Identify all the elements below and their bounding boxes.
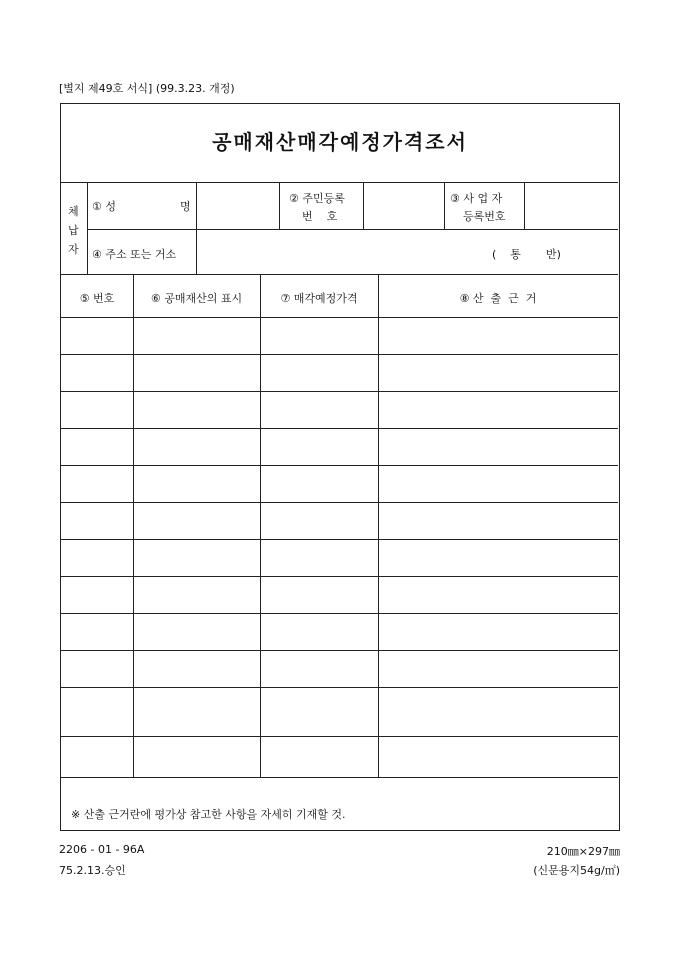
paper-size: 210㎜×297㎜ (546, 845, 620, 858)
table-row-divider (61, 539, 618, 540)
instruction-note: ※ 산출 근거란에 평가상 참고한 사항을 자세히 기재할 것. (71, 808, 346, 821)
form-number-label: [별지 제49호 서식] (99.3.23. 개정) (59, 82, 235, 95)
name-label-divider (196, 182, 197, 274)
taxpayer-side-label-1: 체 (68, 205, 79, 218)
approval-date: 75.2.13.승인 (59, 864, 126, 877)
table-row-divider (61, 428, 618, 429)
resident-value-divider (444, 182, 445, 229)
divider-taxpayer-row (87, 229, 618, 230)
ban-label: 반) (546, 248, 561, 261)
form-frame (60, 103, 620, 831)
col-divider-1 (133, 274, 134, 777)
table-row-divider (61, 736, 618, 737)
table-row-divider (61, 354, 618, 355)
name-value-divider (279, 182, 280, 229)
resident-number-label-line2: 번 호 (302, 210, 338, 223)
table-row-divider (61, 391, 618, 392)
business-number-label-line2: 등록번호 (463, 210, 506, 223)
taxpayer-side-label-3: 자 (68, 243, 79, 256)
divider-under-header (61, 317, 618, 318)
address-label: ④ 주소 또는 거소 (92, 248, 177, 261)
form-code: 2206 - 01 - 96A (59, 843, 145, 856)
table-row-divider (61, 576, 618, 577)
col-divider-3 (378, 274, 379, 777)
divider-under-taxpayer (61, 274, 618, 275)
column-header-property: ⑥ 공매재산의 표시 (150, 292, 243, 305)
column-header-price: ⑦ 매각예정가격 (280, 292, 358, 305)
divider-above-note (61, 777, 618, 778)
taxpayer-side-divider (87, 182, 88, 274)
table-row-divider (61, 502, 618, 503)
form-title: 공매재산매각예정가격조서 (212, 130, 468, 154)
col-divider-2 (260, 274, 261, 777)
name-label: ① 성 (92, 200, 116, 213)
business-label-divider (524, 182, 525, 229)
table-row-divider (61, 687, 618, 688)
tong-label: ( 통 (492, 248, 521, 261)
divider-under-title (61, 182, 618, 183)
business-number-label-line1: ③ 사 업 자 (450, 192, 503, 205)
taxpayer-side-label-2: 납 (68, 224, 79, 237)
table-row-divider (61, 613, 618, 614)
resident-number-label-line1: ② 주민등록 (289, 192, 345, 205)
column-header-number: ⑤ 번호 (79, 292, 115, 305)
resident-label-divider (363, 182, 364, 229)
table-row-divider (61, 465, 618, 466)
paper-type: (신문용지54g/㎡) (533, 864, 620, 877)
column-header-basis: ⑧ 산 출 근 거 (459, 292, 537, 305)
name-label-end: 명 (180, 200, 191, 213)
table-row-divider (61, 650, 618, 651)
